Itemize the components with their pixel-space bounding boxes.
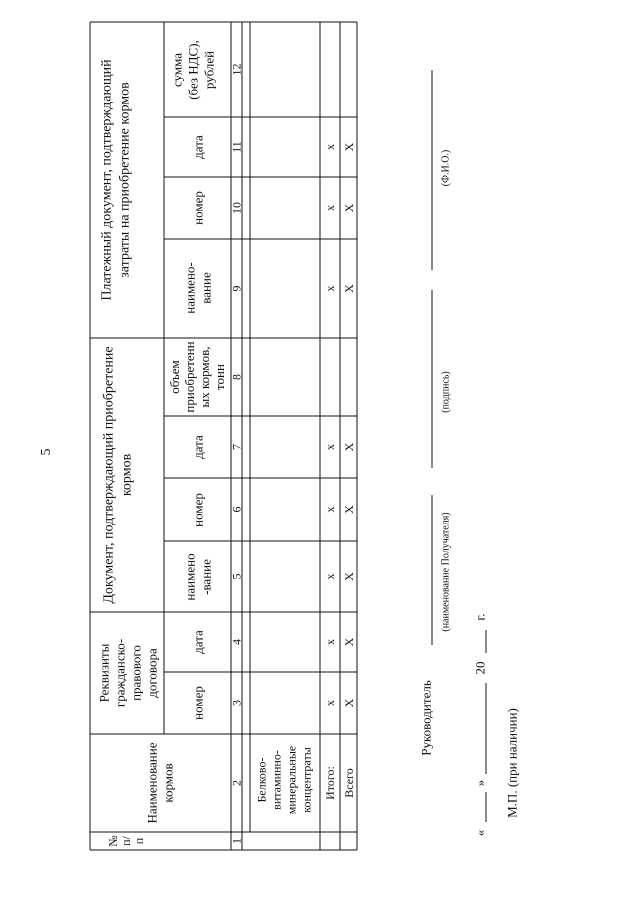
- header-document-group-line-2: кормов: [119, 453, 135, 497]
- column-number-4: 4: [229, 639, 244, 645]
- row-itogo-cell-3: x: [323, 700, 337, 706]
- header-payment-sum-line-2: (без НДС),: [185, 40, 201, 100]
- row-itogo-label: Итого:: [323, 766, 337, 800]
- header-payment-date-line-1: дата: [190, 135, 206, 159]
- column-number-8: 8: [229, 374, 244, 380]
- header-contract-number-line-1: номер: [190, 686, 206, 720]
- column-number-12: 12: [229, 63, 244, 76]
- column-number-1: 1: [229, 838, 244, 844]
- signature-block: [419, 70, 520, 836]
- head-label: Руководитель: [418, 680, 434, 756]
- page-number: 5: [39, 448, 54, 456]
- header-payment-sum-line-1: сумма: [169, 52, 185, 88]
- row-vsego-cell-6: X: [342, 505, 356, 514]
- header-document-volume-line-3: ых кормов,: [197, 346, 212, 408]
- header-payment-sum-line-3: рублей: [201, 50, 217, 90]
- row-product-name-line-4: концентраты: [299, 747, 314, 813]
- header-document-volume-line-1: объем: [167, 360, 182, 394]
- row-itogo-cell-4: x: [323, 639, 337, 645]
- row-itogo-cell-9: x: [323, 285, 337, 292]
- header-document-name-line-1: наимено: [182, 553, 198, 601]
- row-product-name-line-3: минеральные: [284, 745, 299, 815]
- row-itogo-cell-10: x: [323, 205, 337, 211]
- row-itogo-cell-5: x: [323, 573, 337, 580]
- column-number-11: 11: [229, 141, 244, 153]
- column-number-6: 6: [229, 506, 244, 513]
- header-payment-group-line-2: затраты на приобретение кормов: [117, 82, 133, 278]
- header-payment-group-line-1: Платежный документ, подтверждающий: [99, 59, 115, 301]
- header-payment-name-line-1: наимено-: [182, 262, 198, 314]
- date-close-quote: »: [472, 779, 488, 787]
- header-document-volume-line-4: тонн: [212, 364, 227, 390]
- row-itogo-cell-11: x: [323, 144, 337, 150]
- row-itogo-cell-6: x: [323, 506, 337, 513]
- header-contract-group-line-3: правового: [128, 645, 144, 701]
- column-number-7: 7: [229, 444, 244, 450]
- header-payment-name-line-2: вание: [198, 272, 214, 304]
- column-number-5: 5: [229, 573, 244, 580]
- header-name-of-feed-line-1: Наименование: [144, 742, 160, 824]
- signature-caption: (подпись): [440, 371, 452, 413]
- name-caption: (наименование Получателя): [440, 512, 452, 632]
- row-vsego-cell-9: X: [342, 284, 356, 293]
- header-document-number-line-1: номер: [190, 493, 206, 527]
- row-vsego-cell-3: X: [342, 698, 356, 708]
- row-vsego-label: Всего: [342, 768, 356, 798]
- header-contract-group-line-4: договора: [144, 648, 160, 698]
- fio-caption: (Ф.И.О.): [440, 149, 452, 187]
- header-name-of-feed-line-2: кормов: [160, 763, 176, 803]
- header-contract-group-line-2: гражданско-: [112, 638, 128, 708]
- column-number-3: 3: [229, 700, 244, 706]
- column-number-2: 2: [229, 780, 244, 786]
- row-vsego-cell-10: X: [342, 203, 356, 213]
- row-product-name-line-1: Белково-: [254, 757, 269, 803]
- header-contract-date-line-1: дата: [190, 630, 206, 654]
- header-document-group-line-1: Документ, подтверждающий приобретение: [101, 346, 117, 604]
- header-col-number-line-1: №: [106, 835, 120, 847]
- date-suffix: г.: [472, 613, 488, 621]
- row-vsego-cell-11: X: [342, 142, 356, 152]
- row-product-name-line-2: витаминно-: [269, 750, 284, 810]
- date-year-prefix: 20: [472, 661, 488, 675]
- header-col-number-line-2: п/: [119, 836, 133, 846]
- header-contract-group-line-1: Реквизиты: [96, 643, 112, 703]
- row-itogo-cell-7: x: [323, 444, 337, 450]
- date-open-quote: «: [472, 829, 488, 837]
- header-payment-number-line-1: номер: [190, 191, 206, 225]
- stamp-label: М.П. (при наличии): [504, 708, 520, 818]
- row-vsego-cell-4: X: [342, 637, 356, 647]
- header-document-date-line-1: дата: [190, 435, 206, 459]
- report-table: [90, 22, 357, 850]
- column-number-10: 10: [229, 202, 244, 214]
- header-document-volume-line-2: приобретенн: [182, 341, 197, 413]
- column-number-9: 9: [229, 285, 244, 292]
- row-vsego-cell-5: X: [342, 572, 356, 581]
- header-document-name-line-2: -вание: [198, 559, 214, 595]
- header-col-number-line-3: п: [132, 837, 146, 845]
- row-vsego-cell-7: X: [342, 442, 356, 452]
